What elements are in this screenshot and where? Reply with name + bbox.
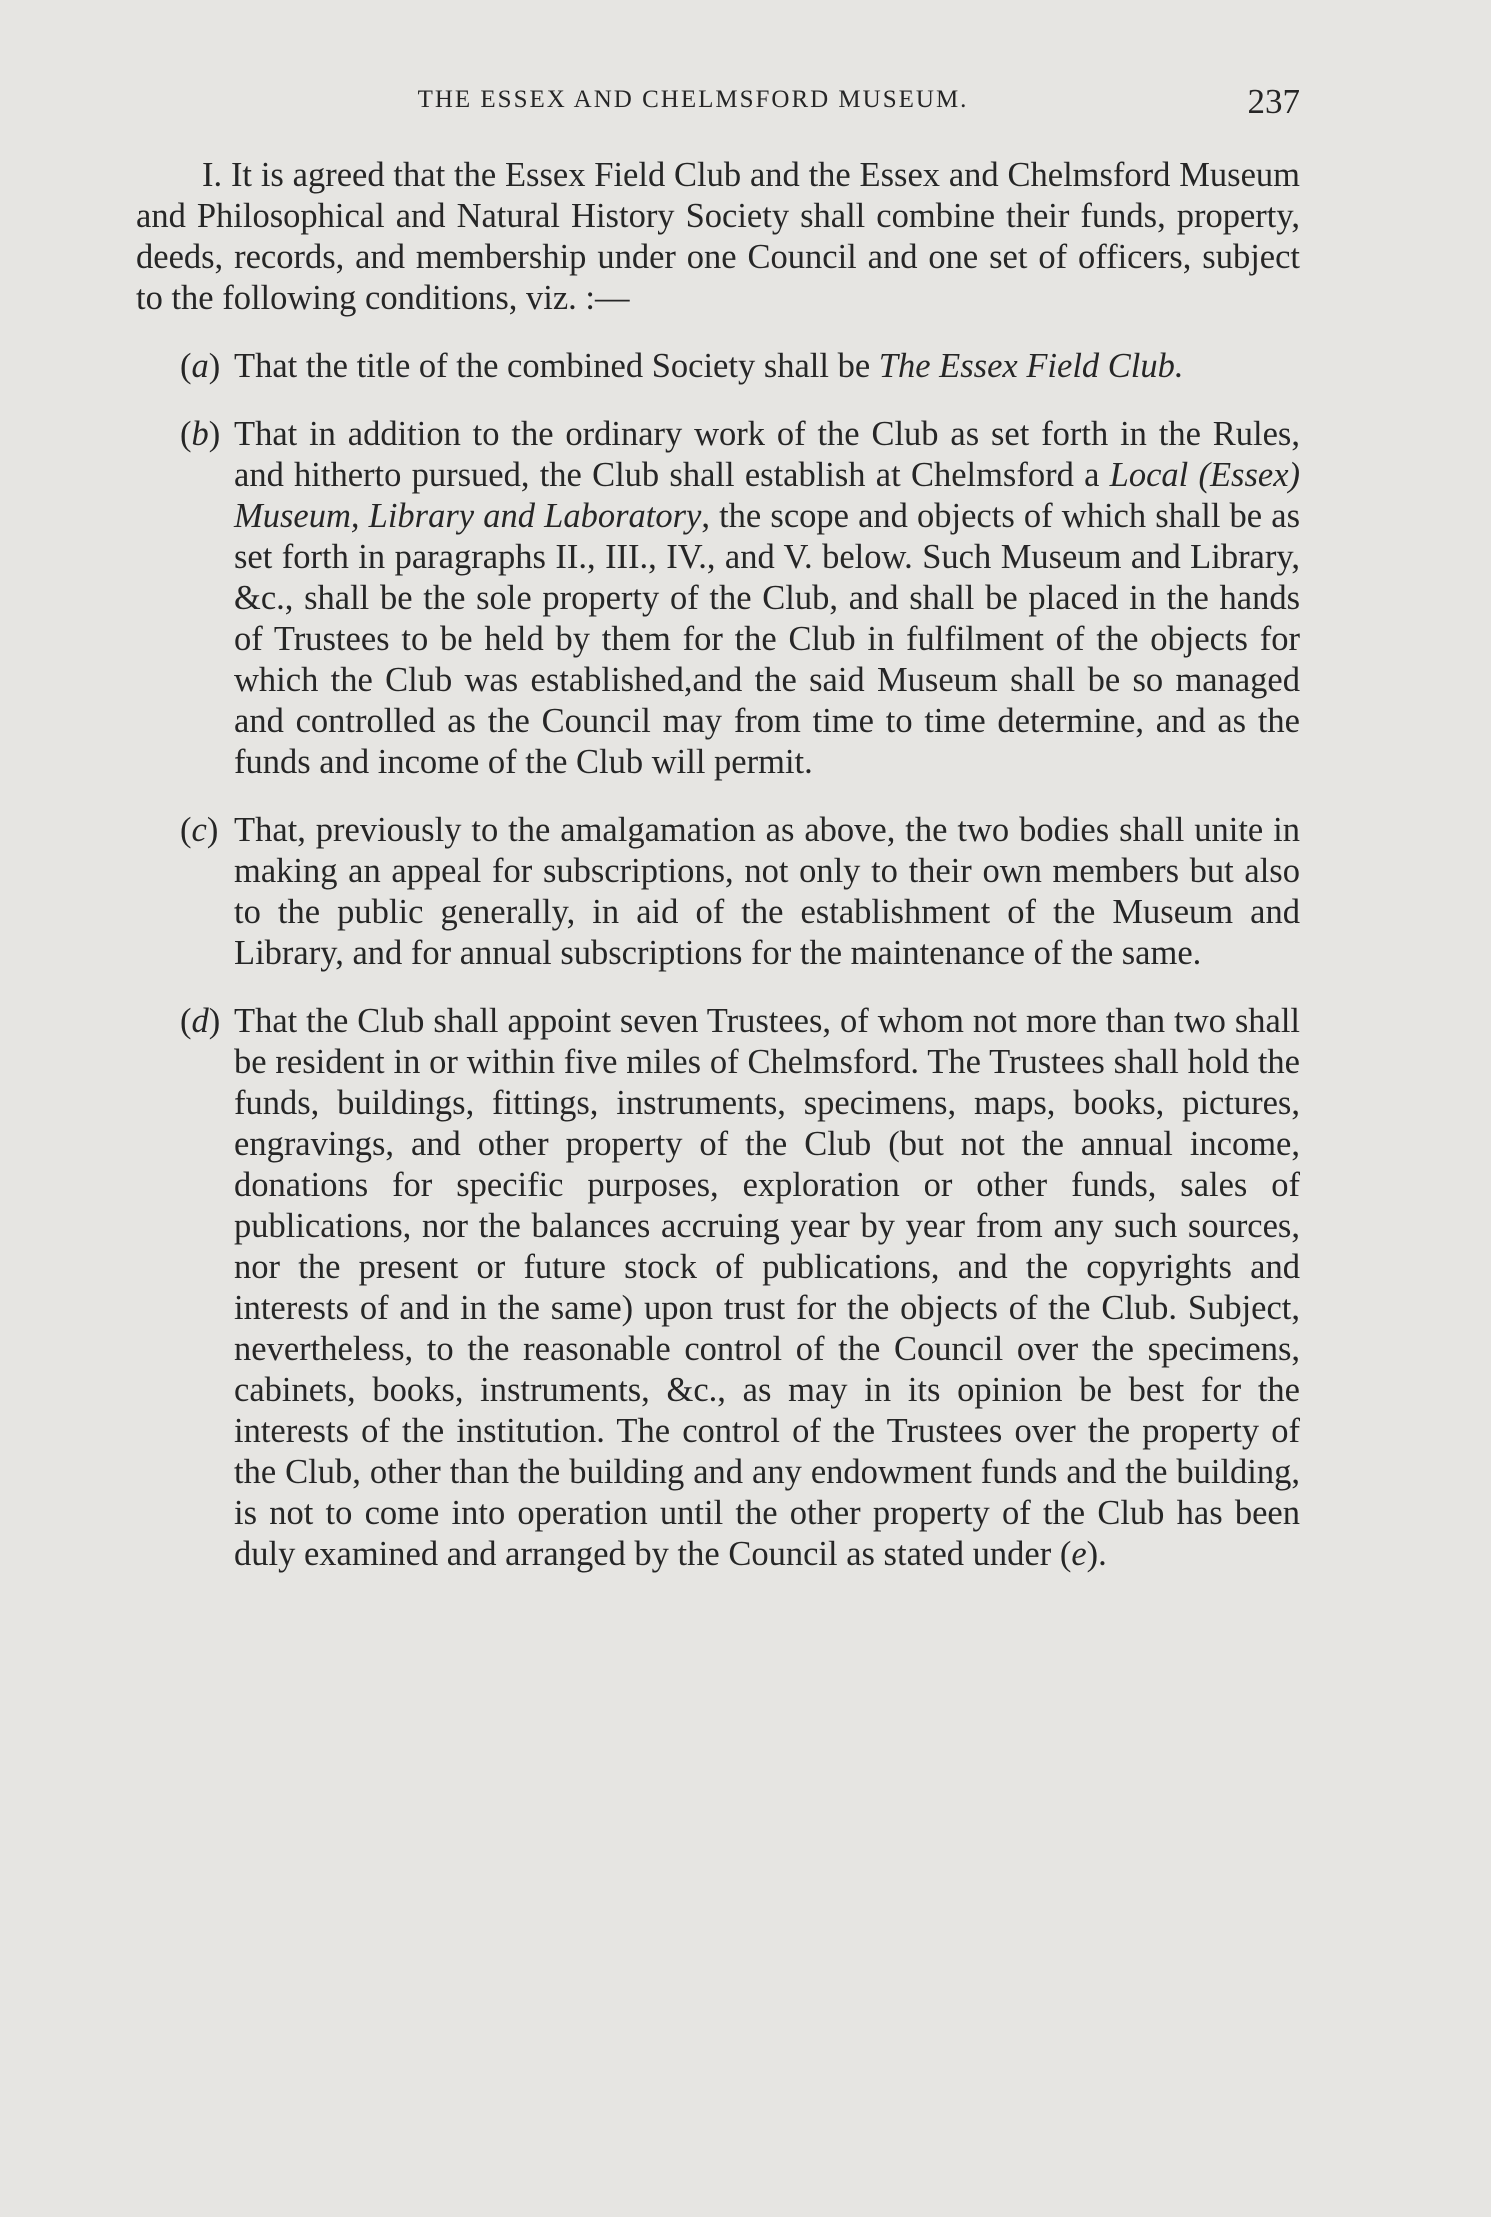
clause-c — [136, 810, 1300, 974]
clause-c-letter: c — [191, 811, 207, 849]
clause-d-text-3: ). — [1086, 1535, 1107, 1573]
clause-b — [136, 414, 1300, 783]
clause-d-close: ) — [208, 1002, 221, 1040]
clause-d-text — [234, 1001, 1300, 1575]
clause-b-text-3: , the scope and objects of which shall be as set forth in paragraphs II., III., IV., and V. below. Such Museum and Library, &c., shall be the sole property of the Club, and shall be placed in the hands of Trustees to be held by them for the Club in fulfilment of the objects for which the Club was established,and the said Museum shall be so managed and controlled as the Council may from time to time determine, and as the funds and income of the Club will permit. — [234, 497, 1300, 781]
clause-c-text-1: That, previously to the amalgamation as above, the two bodies shall unite in making an appeal for subscriptions, not only to their own members but also to the public generally, in aid of the establishment of the Museum and Library, and for annual subscriptions for the maintenance of the same. — [234, 811, 1300, 972]
clause-c-close: ) — [206, 811, 219, 849]
clause-c-label — [180, 810, 234, 974]
clause-d-label — [180, 1001, 234, 1575]
intro-paragraph: I. It is agreed that the Essex Field Club and the Essex and Chelmsford Museum and Philosophical and Natural History Society shall combine their funds, property, deeds, records, and membership under one Council and one set of officers, subject to the following conditions, viz. :— — [136, 156, 1300, 317]
clause-d — [136, 1001, 1300, 1575]
clause-b-text — [234, 414, 1300, 783]
clause-d-text-italic: e — [1071, 1535, 1087, 1573]
clause-a-label — [180, 346, 234, 387]
clause-a-text-1: That the title of the combined Society shall be — [234, 347, 879, 385]
clause-a-letter: a — [191, 347, 209, 385]
clause-a-text — [234, 346, 1300, 387]
clause-b-text-italic: Local (Essex) Museum, Library and Laboratory — [234, 456, 1300, 535]
clause-a — [136, 346, 1300, 387]
clause-a-close: ) — [208, 347, 221, 385]
page-body — [136, 155, 1300, 1575]
clause-d-open: ( — [180, 1002, 192, 1040]
clause-a-text-italic: The Essex Field Club. — [878, 347, 1184, 385]
clause-d-letter: d — [191, 1002, 209, 1040]
clause-d-text-1: That the Club shall appoint seven Trustees, of whom not more than two shall be resident in or within five miles of Chelmsford. The Trustees shall hold the funds, buildings, fittings, instruments, specimens, maps, books, pictures, engravings, and other property of the Club (but not the annual income, donations for specific purposes, exploration or other funds, sales of publications, nor the balances accruing year by year from any such sources, nor the present or future stock of publications, and the copyrights and interests of and in the same) upon trust for the objects of the Club. Subject, nevertheless, to the reasonable control of the Council over the specimens, cabinets, books, instruments, &c., as may in its opinion be best for the interests of the institution. The control of the Trustees over the property of the Club, other than the building and any endowment funds and the building, is not to come into operation until the other property of the Club has been duly examined and arranged by the Council as stated under ( — [234, 1002, 1300, 1573]
clause-c-open: ( — [180, 811, 192, 849]
clause-b-text-1: That in addition to the ordinary work of the Club as set forth in the Rules, and hitherto pursued, the Club shall establish at Chelmsford a — [234, 415, 1300, 494]
clause-c-text — [234, 810, 1300, 974]
page-number: 237 — [1247, 82, 1300, 121]
clause-b-letter: b — [191, 415, 209, 453]
clause-a-open: ( — [180, 347, 192, 385]
clause-b-label — [180, 414, 234, 783]
clause-b-close: ) — [208, 415, 221, 453]
page-header — [136, 82, 1300, 128]
clause-b-open: ( — [180, 415, 192, 453]
running-title: THE ESSEX AND CHELMSFORD MUSEUM. — [417, 86, 969, 113]
